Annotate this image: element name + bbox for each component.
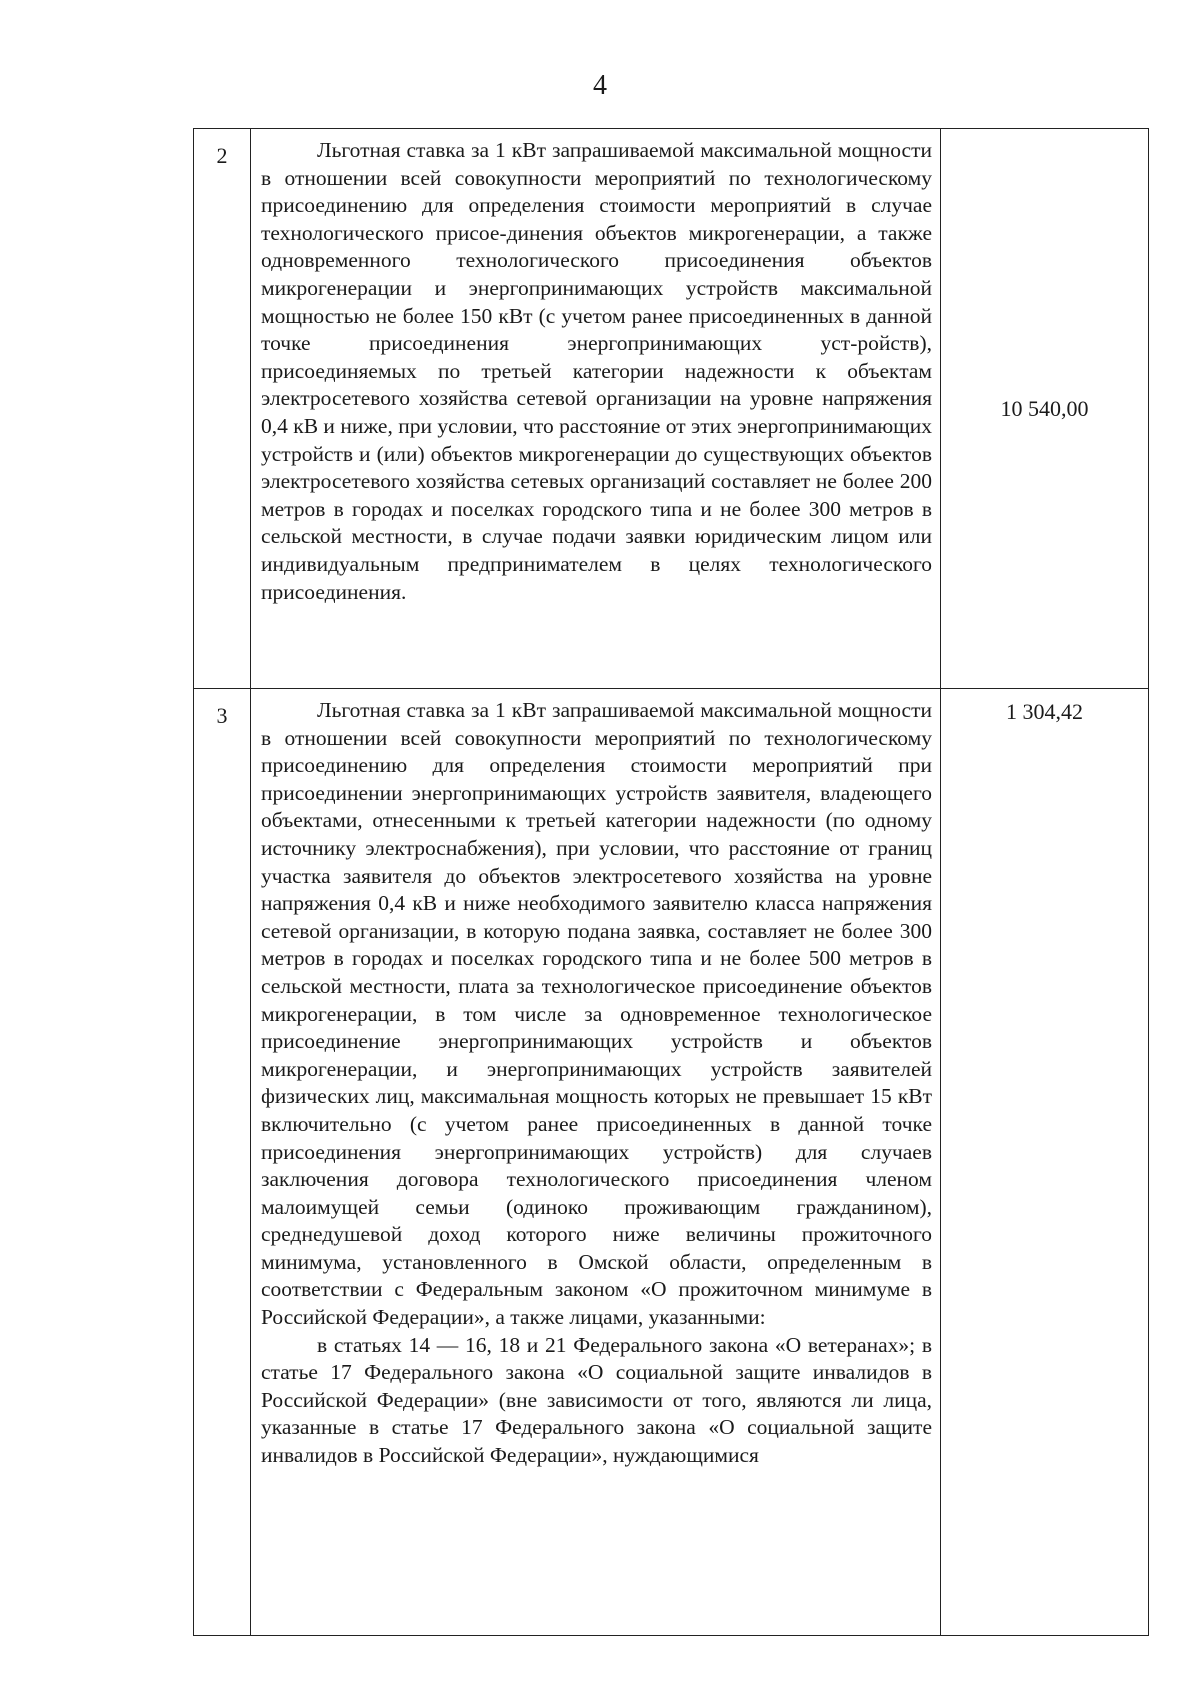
tariff-table [193, 128, 1149, 1636]
row-description [251, 129, 941, 689]
row-value: 1 304,42 [941, 689, 1149, 1636]
row-number: 3 [194, 689, 251, 1636]
description-paragraph: Льготная ставка за 1 кВт запрашиваемой максимальной мощности в отношении всей совокупности мероприятий по технологическому присоединению для определения стоимости мероприятий в случае технологического присое-динения объектов микрогенерации, а также одновременного технологического присоединения объектов микрогенерации и энергопринимающих устройств максимальной мощностью не более 150 кВт (с учетом ранее присоединенных в данной точке присоединения энергопринимающих уст-ройств), присоединяемых по третьей категории надежности к объектам электросетевого хозяйства сетевой организации на уровне напряжения 0,4 кВ и ниже, при условии, что расстояние от этих энергопринимающих устройств и (или) объектов микрогенерации до существующих объектов электросетевого хозяйства сетевых организаций составляет не более 200 метров в городах и поселках городского типа и не более 300 метров в сельской местности, в случае подачи заявки юридическим лицом или индивидуальным предпринимателем в целях технологического присоединения. [261, 138, 932, 604]
table-row [194, 689, 1149, 1636]
row-number: 2 [194, 129, 251, 689]
table-row [194, 129, 1149, 689]
row-description [251, 689, 941, 1636]
description-paragraph: Льготная ставка за 1 кВт запрашиваемой максимальной мощности в отношении всей совокупности мероприятий по технологическому присоединению для определения стоимости мероприятий при присоединении энергопринимающих устройств заявителя, владеющего объектами, отнесенными к третьей категории надежности (по одному источнику электроснабжения), при условии, что расстояние от границ участка заявителя до объектов электросетевого хозяйства на уровне напряжения 0,4 кВ и ниже необходимого заявителю класса напряжения сетевой организации, в которую подана заявка, составляет не более 300 метров в городах и поселках городского типа и не более 500 метров в сельской местности, плата за технологическое присоединение объектов микрогенерации, в том числе за одновременное технологическое присоединение энергопринимающих устройств и объектов микрогенерации, и энергопринимающих устройств заявителей физических лиц, максимальная мощность которых не превышает 15 кВт включительно (с учетом ранее присоединенных в данной точке присоединения энергопринимающих устройств) для случаев заключения договора технологического присоединения членом малоимущей семьи (одиноко проживающим гражданином), среднедушевой доход которого ниже величины прожиточного минимума, установленного в Омской области, определенным в соответствии с Федеральным законом «О прожиточном минимуме в Российской Федерации», а также лицами, указанными: [261, 698, 932, 1330]
page-number: 4 [593, 70, 607, 101]
row-value: 10 540,00 [941, 129, 1149, 689]
description-paragraph: в статьях 14 — 16, 18 и 21 Федерального закона «О ветеранах»; в статье 17 Федерального закона «О социальной защите инвалидов в Российской Федерации» (вне зависимости от того, являются ли лица, указанные в статье 17 Федерального закона «О социальной защите инвалидов в Российской Федерации», нуждающимися [261, 1332, 932, 1468]
